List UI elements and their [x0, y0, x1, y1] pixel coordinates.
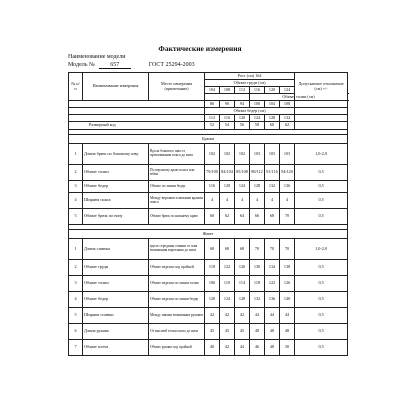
model-line [68, 62, 195, 69]
measurement-value: 48 [265, 340, 280, 356]
measurement-value: 118 [205, 260, 220, 276]
measurement-location: Вдоль бокового шва от притачивания пояса до низа [149, 144, 205, 165]
row-number: 5 [69, 308, 83, 324]
measurement-value: 70 [280, 209, 295, 225]
row-number: 1 [69, 239, 83, 260]
measurement-location: От высшей точки оката до низа [149, 324, 205, 340]
waist-value: 94 [235, 101, 250, 108]
measurement-value: 120 [220, 181, 235, 193]
hips-value: 128 [265, 115, 280, 122]
measurement-location: Обхват изделия по линии талии [149, 276, 205, 292]
chest-value: 124 [280, 87, 295, 94]
measurement-value: 44 [250, 308, 265, 324]
tolerance-value: 0,5 [295, 260, 348, 276]
measurement-value: 91/116 [265, 165, 280, 181]
measurement-name: Ширина пояса [83, 193, 149, 209]
hips-value: 112 [205, 115, 220, 122]
measurement-value: 114 [235, 276, 250, 292]
size-code-value: 52 [205, 122, 220, 130]
header-spacer [69, 101, 205, 108]
header-spacer [69, 115, 205, 122]
table-row [69, 260, 348, 276]
measurement-value: 102 [235, 144, 250, 165]
measurement-value: 138 [280, 260, 295, 276]
measurement-value: 116 [205, 181, 220, 193]
tolerance-value: 0,5 [295, 209, 348, 225]
table-row [69, 308, 348, 324]
measurement-value: 124 [235, 181, 250, 193]
row-number: 3 [69, 181, 83, 193]
tolerance-value: 0,5 [295, 165, 348, 181]
measurement-value: 48 [250, 324, 265, 340]
table-row [69, 292, 348, 308]
model-number: 657 [99, 62, 131, 69]
row-number: 1 [69, 144, 83, 165]
measurement-name: Обхват талии [83, 165, 149, 181]
table-row [69, 193, 348, 209]
measurement-name: Длина брюк по боковому шву [83, 144, 149, 165]
table-row [69, 144, 348, 165]
measurement-value: 120 [205, 292, 220, 308]
size-code-value: 56 [235, 122, 250, 130]
measurement-value: 44 [280, 308, 295, 324]
measurement-value: 140 [280, 292, 295, 308]
size-code-value: 54 [220, 122, 235, 130]
chest-value: 112 [235, 87, 250, 94]
table-row [69, 181, 348, 193]
measurement-name: Обхват бедер [83, 181, 149, 193]
measurement-value: 85/108 [235, 165, 250, 181]
measurement-value: 102 [220, 144, 235, 165]
page-title: Фактические измерения [158, 44, 242, 53]
measurement-value: 45 [205, 324, 220, 340]
measurement-value: 4 [205, 193, 220, 209]
hips-value: 120 [235, 115, 250, 122]
measurement-value: 62 [220, 209, 235, 225]
size-code-value: 60 [265, 122, 280, 130]
measurement-name: Обхват груди [83, 260, 149, 276]
header-name: Наименование измерения [83, 73, 149, 101]
table-row [69, 324, 348, 340]
measurement-location: Обхват изделия под пройкой [149, 260, 205, 276]
tolerance-value: 1,0-2,0 [295, 239, 348, 260]
measurement-value: 44 [235, 340, 250, 356]
tolerance-value: 0,5 [295, 193, 348, 209]
table-row [69, 276, 348, 292]
header-location: Место измерения (примечание) [149, 73, 205, 101]
row-number: 4 [69, 193, 83, 209]
measurement-value: 42 [220, 308, 235, 324]
measurement-value: 4 [235, 193, 250, 209]
measurement-value: 70 [280, 239, 295, 260]
measurement-name: Длина рукава [83, 324, 149, 340]
measurement-value: 84/104 [220, 165, 235, 181]
waist-value: 86 [205, 101, 220, 108]
measurement-value: 134 [265, 260, 280, 276]
measurement-value: 106 [205, 276, 220, 292]
chest-value: 120 [265, 87, 280, 94]
measurement-value: 136 [265, 292, 280, 308]
measurement-value: 68 [220, 239, 235, 260]
model-label: Модель № [68, 62, 95, 68]
measurement-value: 79/100 [205, 165, 220, 181]
section-title: Брюки [69, 135, 348, 144]
header-spacer [295, 115, 348, 122]
chest-value: 108 [220, 87, 235, 94]
measurement-location: По верхнему краю пояса или юбки [149, 165, 205, 181]
measurement-value: 130 [250, 260, 265, 276]
measurement-value: 4 [280, 193, 295, 209]
measurement-value: 66 [250, 209, 265, 225]
measurement-value: 42 [220, 340, 235, 356]
hips-value: 116 [220, 115, 235, 122]
measurement-location: Обхват брюк по нижнему краю [149, 209, 205, 225]
measurement-value: 126 [235, 260, 250, 276]
measurement-value: 128 [250, 181, 265, 193]
header-spacer [69, 108, 205, 115]
header-height: Рост (см) 164 [205, 73, 295, 80]
measurement-location: вдоль середины спинки от шва втачивания воротника до низа [149, 239, 205, 260]
measurement-value: 68 [205, 239, 220, 260]
measurement-value: 44 [265, 308, 280, 324]
measurement-value: 46 [250, 340, 265, 356]
measurement-value: 103 [280, 144, 295, 165]
measurement-value: 103 [250, 144, 265, 165]
waist-value: 90 [220, 101, 235, 108]
measurement-value: 128 [235, 292, 250, 308]
measurement-value: 60 [205, 209, 220, 225]
measurement-value: 103 [265, 144, 280, 165]
measurement-value: 124 [220, 292, 235, 308]
measurement-location: Обхват рукава под пройкой [149, 340, 205, 356]
measurement-value: 70 [250, 239, 265, 260]
table-row [69, 209, 348, 225]
table-row [69, 239, 348, 260]
header-num: № п/ п [69, 73, 83, 101]
measurements-table [68, 72, 348, 356]
size-code-spacer [295, 122, 348, 130]
measurement-value: 45 [235, 324, 250, 340]
measurement-value: 70 [265, 239, 280, 260]
measurement-value: 136 [280, 181, 295, 193]
measurement-value: 94/120 [280, 165, 295, 181]
measurement-value: 122 [220, 260, 235, 276]
measurement-value: 42 [205, 308, 220, 324]
row-number: 3 [69, 276, 83, 292]
table-row [69, 340, 348, 356]
chest-value: 116 [250, 87, 265, 94]
measurement-location: Обхват изделия по линии бедер [149, 292, 205, 308]
section-title: Жакет [69, 230, 348, 239]
header-spacer [295, 108, 348, 115]
row-number: 6 [69, 324, 83, 340]
tolerance-value: 0,5 [295, 276, 348, 292]
tolerance-value: 0,5 [295, 308, 348, 324]
measurement-location: Между верхним и нижним краями пояса [149, 193, 205, 209]
measurement-value: 132 [265, 181, 280, 193]
measurement-value: 118 [250, 276, 265, 292]
table-row [69, 165, 348, 181]
tolerance-value: 0,5 [295, 324, 348, 340]
row-number: 2 [69, 165, 83, 181]
hips-value: 124 [250, 115, 265, 122]
measurement-value: 132 [250, 292, 265, 308]
measurement-name: Обхват плеча [83, 340, 149, 356]
chest-value: 104 [205, 87, 220, 94]
measurement-value: 42 [235, 308, 250, 324]
measurement-value: 45 [220, 324, 235, 340]
header-spacer [295, 101, 348, 108]
measurement-value: 64 [235, 209, 250, 225]
header-hips: Обхват бедер (см) [205, 108, 295, 115]
measurement-value: 4 [265, 193, 280, 209]
measurement-value: 126 [280, 276, 295, 292]
row-number: 4 [69, 292, 83, 308]
measurement-value: 48 [280, 324, 295, 340]
model-name-label: Наименование модели [68, 54, 126, 60]
hips-value: 132 [280, 115, 295, 122]
measurement-name: Длина спинки [83, 239, 149, 260]
gost-standard: ГОСТ 25294-2003 [148, 62, 195, 68]
measurement-value: 68 [265, 209, 280, 225]
measurement-value: 102 [205, 144, 220, 165]
size-code-value: 58 [250, 122, 265, 130]
row-number: 7 [69, 340, 83, 356]
header-waist: Обхват талии (см) [250, 94, 348, 101]
tolerance-value: 1,0-2,0 [295, 144, 348, 165]
measurement-name: Обхват бедер [83, 292, 149, 308]
measurement-value: 4 [220, 193, 235, 209]
tolerance-value: 0,5 [295, 292, 348, 308]
waist-value: 104 [265, 101, 280, 108]
header-tolerance: Допускаемое отклонение (см) +/- [295, 73, 348, 101]
row-number: 2 [69, 260, 83, 276]
measurement-value: 40 [205, 340, 220, 356]
measurement-name: Обхват брюк по низу [83, 209, 149, 225]
measurement-value: 88/112 [250, 165, 265, 181]
measurement-value: 48 [265, 324, 280, 340]
measurement-location: Обхват по линии бедер [149, 181, 205, 193]
header-spacer [205, 94, 250, 101]
measurement-value: 110 [220, 276, 235, 292]
row-number: 5 [69, 209, 83, 225]
size-code-value: 62 [280, 122, 295, 130]
header-chest: Обхват груди (см) [205, 80, 295, 87]
measurement-value: 50 [280, 340, 295, 356]
measurement-value: 4 [250, 193, 265, 209]
tolerance-value: 0,5 [295, 340, 348, 356]
size-code-label: Размерный код [69, 122, 205, 130]
measurement-value: 68 [235, 239, 250, 260]
waist-value: 100 [250, 101, 265, 108]
waist-value: 108 [280, 101, 295, 108]
measurement-name: Ширина спинки [83, 308, 149, 324]
measurement-location: Между швами втачивания рукавов [149, 308, 205, 324]
tolerance-value: 0,5 [295, 181, 348, 193]
measurement-name: Обхват талии [83, 276, 149, 292]
measurement-value: 122 [265, 276, 280, 292]
